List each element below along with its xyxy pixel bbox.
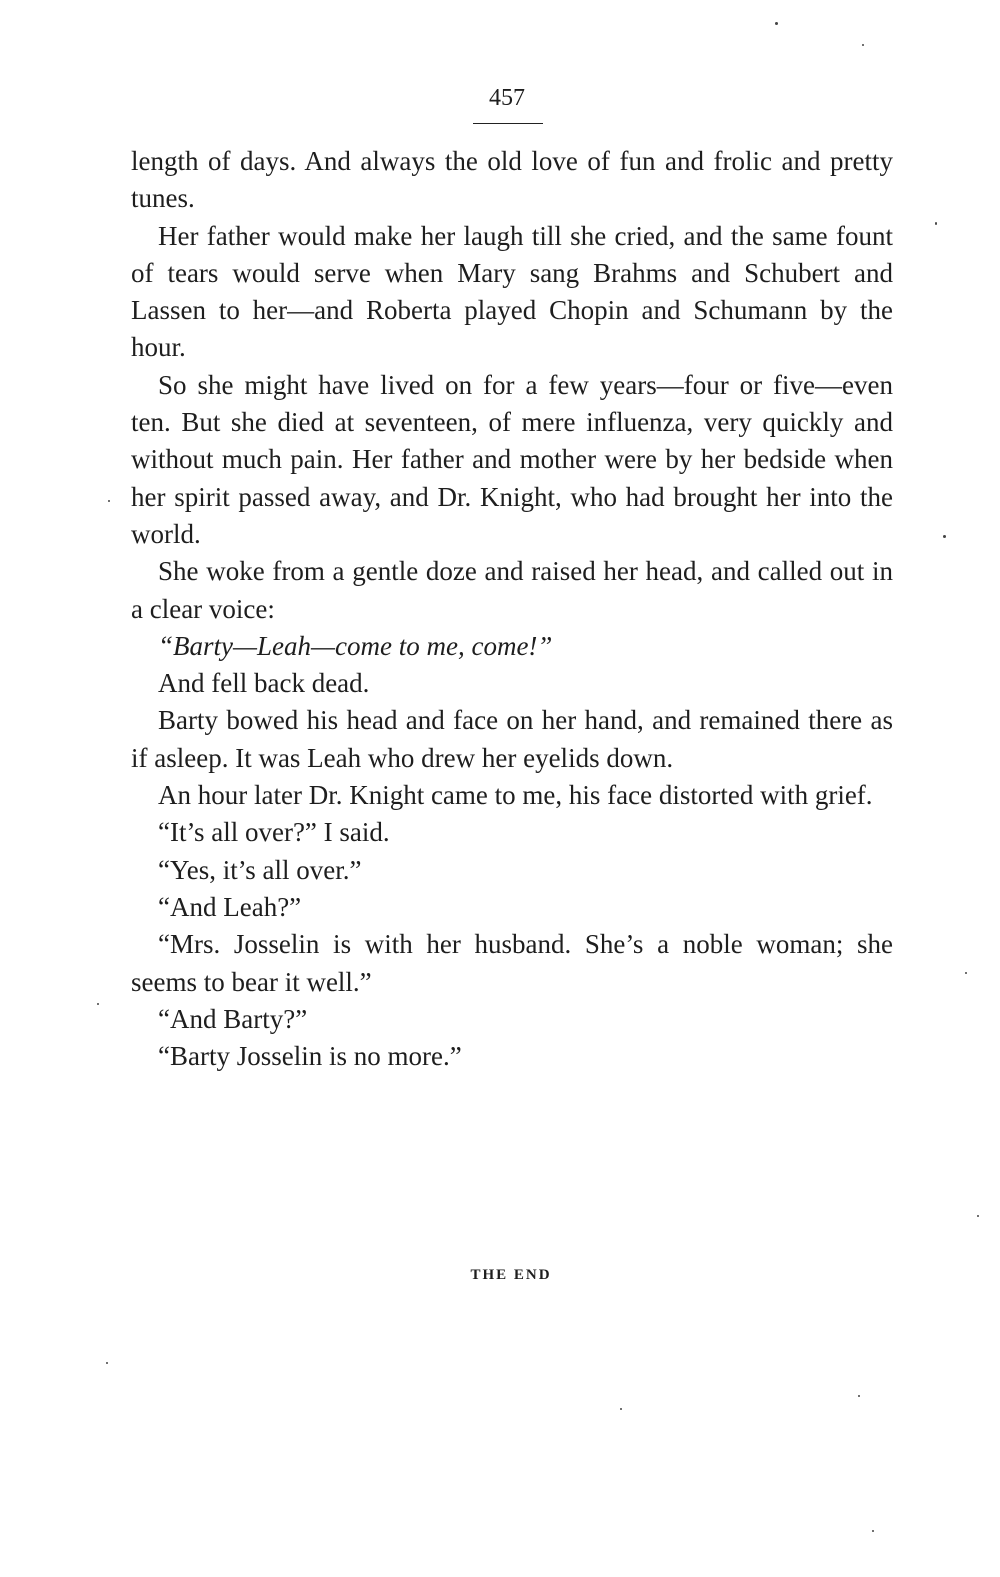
- scan-speck: [620, 1408, 622, 1410]
- scan-speck: [106, 1362, 108, 1364]
- dialogue-line: “Yes, it’s all over.”: [158, 854, 362, 885]
- scan-speck: [977, 1215, 979, 1217]
- scan-speck: [858, 1395, 860, 1397]
- scan-speck: [965, 972, 967, 974]
- paragraph: She woke from a gentle doze and raised her head, and called out in a clear voice:: [131, 556, 893, 624]
- dialogue-line: “Barty Josselin is no more.”: [158, 1041, 462, 1072]
- dialogue-line: “And Leah?”: [158, 891, 302, 922]
- scan-speck: [943, 535, 946, 538]
- page-number: 457: [489, 85, 525, 111]
- scan-speck: [935, 222, 937, 225]
- scan-speck: [97, 1003, 99, 1005]
- closing-text: THE END: [470, 1267, 552, 1283]
- scan-speck: [775, 22, 778, 25]
- paragraph: And fell back dead.: [158, 668, 370, 699]
- header-rule: [473, 123, 543, 124]
- scan-speck: [872, 1530, 874, 1532]
- paragraph: Barty bowed his head and face on her hand, and remained there as if asleep. It was Leah who drew her eyelids down.: [131, 705, 893, 773]
- paragraph: An hour later Dr. Knight came to me, his face distorted with grief.: [158, 780, 873, 811]
- dialogue-line: “It’s all over?” I said.: [158, 817, 390, 848]
- body-text: [131, 143, 893, 1075]
- scan-speck: [862, 44, 864, 46]
- paragraph: length of days. And always the old love of fun and frolic and pretty tunes.: [131, 146, 893, 214]
- paragraph: So she might have lived on for a few years—four or five—even ten. But she died at seventeen, of mere influenza, very quickly and without much pain. Her father and mother were by her bedside when her spirit passed away, and Dr. Knight, who had brought her into the world.: [131, 369, 893, 549]
- dialogue-line: “Mrs. Josselin is with her husband. She’s a noble woman; she seems to bear it well.”: [131, 929, 893, 997]
- scan-speck: [108, 500, 110, 502]
- dialogue-line: “And Barty?”: [158, 1003, 308, 1034]
- paragraph: Her father would make her laugh till she cried, and the same fount of tears would serve when Mary sang Brahms and Schubert and Lassen to her—and Roberta played Chopin and Schumann by the hour.: [131, 220, 893, 363]
- quoted-dialogue: “Barty—Leah—come to me, come!”: [158, 630, 553, 661]
